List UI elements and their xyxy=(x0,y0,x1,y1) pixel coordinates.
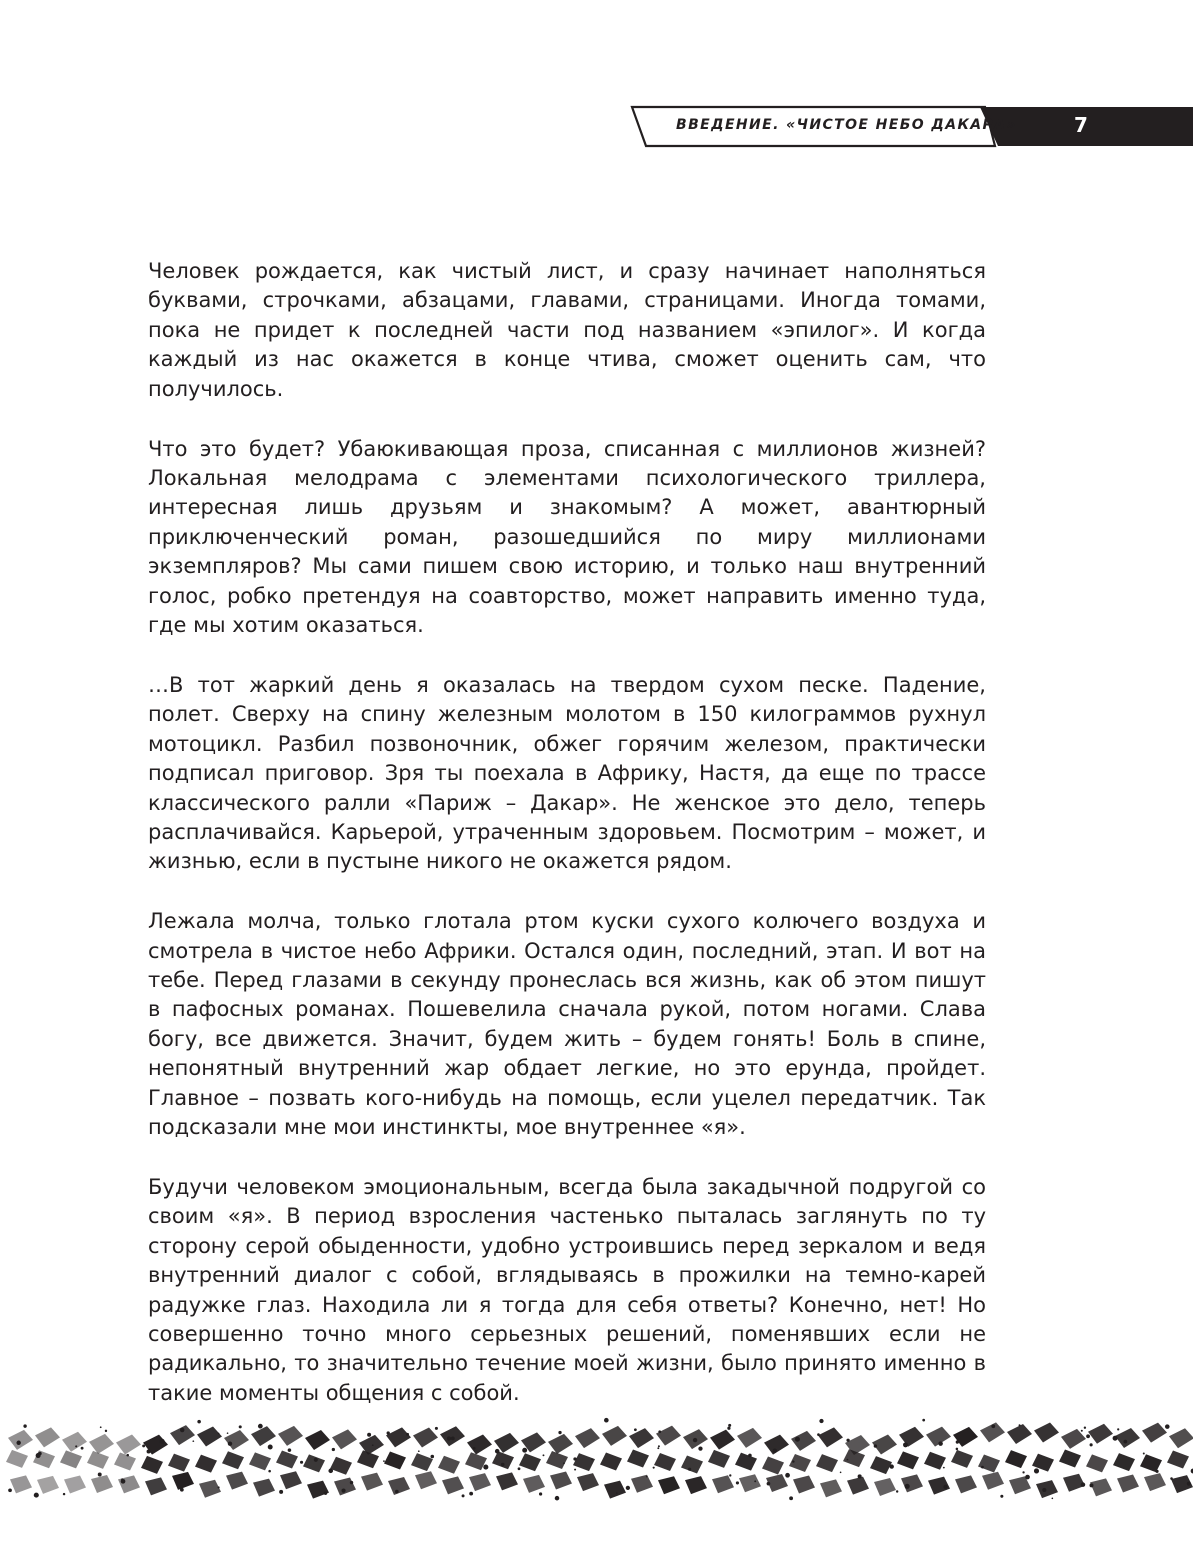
tire-speckle xyxy=(981,1466,984,1469)
tire-speckle xyxy=(383,1460,385,1462)
tire-tread-block xyxy=(519,1453,541,1471)
tire-tread-block xyxy=(280,1471,302,1489)
tire-speckle xyxy=(938,1441,943,1446)
tire-tread-block xyxy=(64,1475,86,1493)
tire-tread-block xyxy=(469,1473,491,1491)
tire-speckle xyxy=(372,1444,374,1446)
tire-speckle xyxy=(616,1492,618,1494)
tire-speckle xyxy=(1170,1477,1173,1480)
tire-speckle xyxy=(279,1490,283,1494)
tire-tread-block xyxy=(386,1427,411,1447)
tire-tread-block xyxy=(37,1476,59,1494)
tire-speckle xyxy=(1081,1430,1083,1432)
tire-speckle xyxy=(573,1457,576,1460)
tire-track-icon xyxy=(0,1405,1193,1515)
tire-speckle xyxy=(324,1491,328,1495)
tire-tread-block xyxy=(818,1427,843,1447)
tire-tread-block xyxy=(361,1473,383,1491)
tire-tread-block xyxy=(1167,1450,1189,1468)
tire-tread-block xyxy=(199,1480,221,1498)
tire-speckle xyxy=(840,1472,842,1474)
tire-speckle xyxy=(563,1462,565,1464)
tire-tread-block xyxy=(195,1455,217,1473)
tire-tread-block xyxy=(388,1477,410,1495)
tire-speckle xyxy=(522,1448,527,1453)
tire-speckle xyxy=(1086,1434,1090,1438)
tire-speckle xyxy=(736,1481,739,1484)
tire-speckle xyxy=(817,1433,820,1436)
tire-speckle xyxy=(75,1445,77,1447)
tire-tread-block xyxy=(442,1476,464,1494)
tire-tread-block xyxy=(114,1453,136,1471)
tire-speckle xyxy=(698,1446,702,1450)
tire-speckle xyxy=(16,1441,20,1445)
tire-speckle xyxy=(469,1492,473,1496)
tire-tread-block xyxy=(1115,1428,1140,1448)
tire-tread-block xyxy=(1142,1423,1167,1443)
tire-speckle xyxy=(63,1493,65,1495)
tire-speckle xyxy=(314,1458,318,1462)
tire-speckle xyxy=(1117,1428,1119,1430)
tire-speckle xyxy=(227,1432,229,1434)
tire-speckle xyxy=(501,1463,505,1467)
tire-speckle xyxy=(693,1438,697,1442)
tire-tread-block xyxy=(656,1426,681,1446)
tire-speckle xyxy=(1034,1468,1039,1473)
tire-speckle xyxy=(688,1468,691,1471)
tire-speckle xyxy=(653,1467,655,1469)
tire-tread-block xyxy=(816,1454,838,1472)
tire-tread-block xyxy=(793,1475,815,1493)
tire-speckle xyxy=(100,1426,102,1428)
tire-tread-block xyxy=(523,1475,545,1493)
tire-speckle xyxy=(147,1449,151,1453)
tire-speckle xyxy=(1000,1495,1003,1498)
tire-tread-block xyxy=(546,1451,568,1469)
tire-speckle xyxy=(795,1437,800,1442)
tire-speckle xyxy=(890,1464,894,1468)
tire-speckle xyxy=(483,1465,488,1470)
tire-speckle xyxy=(1052,1498,1054,1500)
tire-tread-block xyxy=(847,1477,869,1495)
tire-tread-block xyxy=(141,1456,163,1474)
tire-tread-block xyxy=(1113,1453,1135,1471)
tire-speckle xyxy=(819,1419,823,1423)
tire-tread-block xyxy=(415,1471,437,1489)
tire-tread-block xyxy=(278,1426,303,1446)
tire-speckle xyxy=(387,1431,390,1434)
tire-tread-block xyxy=(739,1474,761,1492)
tire-speckle xyxy=(34,1493,39,1498)
tire-speckle xyxy=(922,1419,925,1422)
tire-tread-block xyxy=(87,1451,109,1469)
tire-speckle xyxy=(539,1492,542,1495)
tire-speckle xyxy=(728,1424,731,1427)
tire-speckle xyxy=(180,1428,184,1432)
tire-speckle xyxy=(268,1445,273,1450)
tire-speckle xyxy=(1143,1453,1145,1455)
tire-tread-block xyxy=(955,1475,977,1493)
tire-speckle xyxy=(180,1488,184,1492)
tire-tread-block xyxy=(897,1451,919,1469)
tire-speckle xyxy=(1090,1443,1093,1446)
tire-speckle xyxy=(81,1447,84,1450)
tire-tread-block xyxy=(548,1434,573,1454)
tire-tread-block xyxy=(820,1479,842,1497)
tire-tread-block xyxy=(575,1428,600,1448)
tire-tread-block xyxy=(305,1430,330,1450)
tire-tread-block xyxy=(1007,1424,1032,1444)
tire-tread-block xyxy=(708,1450,730,1468)
tire-tread-block xyxy=(1090,1478,1112,1496)
tire-speckle xyxy=(268,1470,271,1473)
tire-speckle xyxy=(658,1430,661,1433)
tire-tread-block xyxy=(550,1472,572,1490)
tire-speckle xyxy=(943,1485,947,1489)
tire-speckle xyxy=(105,1430,107,1432)
tire-tread-block xyxy=(116,1435,141,1455)
tire-tread-block xyxy=(658,1476,680,1494)
running-title: ВВЕДЕНИЕ. «ЧИСТОЕ НЕБО ДАКАРА» xyxy=(676,117,1017,133)
tire-speckle xyxy=(126,1454,129,1457)
tire-speckle xyxy=(1084,1427,1086,1429)
tire-speckle xyxy=(958,1432,960,1434)
tire-tread-block xyxy=(303,1454,325,1472)
tire-tread-block xyxy=(924,1452,946,1470)
tire-speckle xyxy=(1113,1436,1118,1441)
tire-tread-block xyxy=(6,1450,28,1468)
tire-tread-block xyxy=(789,1454,811,1472)
tire-speckle xyxy=(23,1424,26,1427)
tire-tread-block xyxy=(1086,1454,1108,1472)
tire-speckle xyxy=(447,1436,451,1440)
tire-speckle xyxy=(634,1428,637,1431)
tire-tread-block xyxy=(384,1451,406,1469)
tire-speckle xyxy=(192,1440,194,1442)
tire-tread-block xyxy=(1169,1428,1193,1448)
tire-tread-block xyxy=(357,1450,379,1468)
tire-tread-block xyxy=(710,1430,735,1450)
tire-speckle xyxy=(626,1486,630,1490)
tire-tread-block xyxy=(899,1427,924,1447)
tire-tread-block xyxy=(411,1453,433,1471)
tire-tread-block xyxy=(118,1475,140,1493)
tire-tread-block xyxy=(600,1452,622,1470)
tire-speckle xyxy=(785,1473,790,1478)
tire-speckle xyxy=(903,1442,908,1447)
tire-tread-block xyxy=(681,1456,703,1474)
tire-speckle xyxy=(1187,1482,1191,1486)
tire-speckle xyxy=(591,1458,593,1460)
tire-speckle xyxy=(543,1454,545,1456)
tire-tread-block xyxy=(1063,1474,1085,1492)
tire-tread-block xyxy=(496,1472,518,1490)
tire-tread-block xyxy=(631,1475,653,1493)
paragraph: Лежала молча, только глотала ртом куски сухого колючего воздуха и смотрела в чистое небо Африки. Остался один, последний, этап. И вот на тебе. Перед глазами в секунду пронеслась вся жизнь, как об этом пишут в пафосных романах. Пошевелила сначала рукой, потом ногами. Слава богу, все движется. Значит, будем жить – будем гонять! Боль в спине, непонятный внутренний жар обдает легкие, но это ерунда, пройдет. Главное – позвать кого-нибудь на помощь, если уцелел передатчик. Так подсказали мне мои инстинкты, мое внутреннее «я». xyxy=(148,909,986,1140)
tire-tread-block xyxy=(438,1456,460,1474)
tire-tread-block xyxy=(737,1428,762,1448)
paragraph: Что это будет? Убаюкивающая проза, списанная с миллионов жизней? Локальная мелодрама с элементами психологического триллера, интересная лишь друзьям и знакомым? А может, авантюрный приключенческий роман, разошедшийся по миру миллионами экземпляров? Мы сами пишем свою историю, и только наш внутренний голос, робко претендуя на соавторство, может направить именно туда, где мы хотим оказаться. xyxy=(148,436,986,637)
paragraph: Будучи человеком эмоциональным, всегда была закадычной подругой со своим «я». В период взросления частенько пыталась заглянуть по ту сторону серой обыденности, удобно устроившись перед зеркалом и ведя внутренний диалог с собой, вглядываясь в прожилки на темно-карей радужке глаз. Находила ли я тогда для себя ответы? Конечно, нет! Но совершенно точно много серьезных решений, поменявших если не радикально, то значительно течение моей жизни, было принято именно в такие моменты общения с собой. xyxy=(148,1174,986,1405)
tire-speckle xyxy=(518,1467,521,1470)
tire-speckle xyxy=(792,1460,794,1462)
tire-speckle xyxy=(197,1420,201,1424)
tire-speckle xyxy=(558,1431,561,1434)
tire-speckle xyxy=(858,1474,862,1478)
tire-speckle xyxy=(239,1425,242,1428)
tire-speckle xyxy=(288,1448,292,1452)
tire-tread-block xyxy=(712,1475,734,1493)
tire-tread-block xyxy=(982,1472,1004,1490)
tire-speckle xyxy=(430,1455,434,1459)
tire-tread-block xyxy=(332,1429,357,1449)
tire-tread-block xyxy=(1117,1475,1139,1493)
tire-speckle xyxy=(943,1467,945,1469)
tire-speckle xyxy=(218,1433,220,1435)
tire-tread-block xyxy=(33,1450,55,1468)
tire-speckle xyxy=(300,1461,303,1464)
tire-tread-block xyxy=(168,1454,190,1472)
tire-speckle xyxy=(350,1481,353,1484)
tire-speckle xyxy=(896,1490,898,1492)
tire-speckle xyxy=(956,1440,959,1443)
tire-tread-block xyxy=(91,1475,113,1493)
tire-speckle xyxy=(874,1444,877,1447)
tire-speckle xyxy=(657,1447,659,1449)
tire-speckle xyxy=(1089,1483,1093,1487)
tire-speckle xyxy=(727,1427,730,1430)
tire-tread-block xyxy=(197,1427,222,1447)
tire-speckle xyxy=(905,1484,910,1489)
tire-speckle xyxy=(604,1418,609,1423)
tire-tread-block xyxy=(413,1428,438,1448)
tire-tread-block xyxy=(791,1431,816,1451)
tire-speckle xyxy=(406,1433,409,1436)
tire-speckle xyxy=(473,1447,476,1450)
tire-tread-block xyxy=(60,1450,82,1468)
tire-tread-block xyxy=(145,1477,167,1495)
tire-speckle xyxy=(1019,1424,1021,1426)
tire-speckle xyxy=(160,1439,165,1444)
tire-tread-block xyxy=(629,1428,654,1448)
tire-tread-block xyxy=(276,1450,298,1468)
tire-speckle xyxy=(1081,1482,1085,1486)
tire-tread-block xyxy=(951,1450,973,1468)
tire-tread-block xyxy=(978,1454,1000,1472)
tire-tread-block xyxy=(10,1475,32,1493)
tire-tread-block xyxy=(253,1479,275,1497)
running-header xyxy=(0,0,1193,160)
tire-tread-block xyxy=(1005,1450,1027,1468)
tire-speckle xyxy=(748,1454,752,1458)
tire-speckle xyxy=(847,1459,849,1461)
tire-tread-block xyxy=(627,1450,649,1468)
tire-speckle xyxy=(789,1496,793,1500)
tire-tread-block xyxy=(953,1427,978,1447)
tire-speckle xyxy=(991,1424,995,1428)
tire-tread-block xyxy=(685,1476,707,1494)
tire-tread-block xyxy=(901,1474,923,1492)
tire-tread-block xyxy=(604,1481,626,1499)
body-text xyxy=(148,257,986,1439)
tire-speckle xyxy=(1022,1471,1024,1473)
tire-tread-block xyxy=(1036,1480,1058,1498)
tire-tread-block xyxy=(251,1426,276,1446)
tire-speckle xyxy=(555,1496,560,1501)
tire-speckle xyxy=(218,1486,220,1488)
tire-speckle xyxy=(773,1448,777,1452)
tire-speckle xyxy=(341,1488,345,1492)
tire-tread-block xyxy=(870,1456,892,1474)
tire-tread-block xyxy=(334,1478,356,1496)
paragraph: …В тот жаркий день я оказалась на твердом сухом песке. Падение, полет. Сверху на спину железным молотом в 150 килограммов рухнул мотоцикл. Разбил позвоночник, обжег горячим железом, практически подписал приговор. Зря ты поехала в Африку, Настя, да еще по трассе классического ралли «Париж – Дакар». Не женское это дело, теперь расплачивайся. Карьерой, утраченным здоровьем. Посмотрим – может, и жизнью, если в пустыне никого не окажется рядом. xyxy=(148,672,986,874)
tire-speckle xyxy=(98,1473,102,1477)
tire-tread-block xyxy=(654,1453,676,1471)
tire-tread-block xyxy=(602,1426,627,1446)
tire-tread-block xyxy=(762,1456,784,1474)
tire-tread-block xyxy=(35,1427,60,1447)
tire-speckle xyxy=(729,1474,731,1476)
paragraph: Человек рождается, как чистый лист, и сразу начинает наполняться буквами, строчками, абзацами, главами, страницами. Иногда томами, пока не придет к последней части под названием «эпилог». И когда каждый из нас окажется в конце чтива, сможет оценить сам, что получилось. xyxy=(148,259,986,401)
tire-speckle xyxy=(38,1452,42,1456)
tire-speckle xyxy=(332,1448,335,1451)
tire-speckle xyxy=(1042,1488,1046,1492)
tire-tread-block xyxy=(226,1472,248,1490)
tire-speckle xyxy=(1025,1475,1030,1480)
tire-speckle xyxy=(451,1436,455,1440)
tire-speckle xyxy=(367,1433,371,1437)
tire-speckle xyxy=(1155,1470,1158,1473)
tire-speckle xyxy=(462,1494,465,1497)
tire-speckle xyxy=(1123,1440,1127,1444)
tire-tread-block xyxy=(573,1453,595,1471)
tire-tread-block xyxy=(89,1434,114,1454)
tire-speckle xyxy=(956,1448,959,1451)
tire-speckle xyxy=(646,1476,648,1478)
tire-tread-block xyxy=(330,1457,352,1475)
tire-speckle xyxy=(754,1480,756,1482)
tire-tread-block xyxy=(874,1478,896,1496)
tire-speckle xyxy=(121,1479,126,1484)
tire-tread-block xyxy=(492,1451,514,1469)
tire-speckle xyxy=(495,1449,500,1454)
tire-tread-block xyxy=(1061,1429,1086,1449)
page-number: 7 xyxy=(1074,113,1088,137)
tire-speckle xyxy=(1165,1424,1170,1429)
tire-tread-block xyxy=(307,1481,329,1499)
tire-speckle xyxy=(228,1441,232,1445)
tire-tread-block xyxy=(1144,1473,1166,1491)
tire-speckle xyxy=(574,1469,576,1471)
tire-speckle xyxy=(142,1444,145,1447)
tire-tread-block xyxy=(222,1451,244,1469)
tire-tread-block xyxy=(1059,1449,1081,1467)
tire-tread-block xyxy=(1088,1424,1113,1444)
tire-tread-block xyxy=(577,1473,599,1491)
tire-tread-block xyxy=(249,1452,271,1470)
tire-tread-block xyxy=(1140,1454,1162,1472)
tire-speckle xyxy=(395,1490,399,1494)
tire-tread-block xyxy=(843,1449,865,1467)
tire-speckle xyxy=(767,1482,771,1486)
tire-speckle xyxy=(8,1488,12,1492)
tire-tread-block xyxy=(440,1426,465,1446)
tire-speckle xyxy=(846,1439,849,1442)
tire-tread-block xyxy=(467,1434,492,1454)
tire-tread-block xyxy=(735,1453,757,1471)
tire-speckle xyxy=(258,1424,263,1429)
tire-tread-block xyxy=(172,1472,194,1490)
header-band xyxy=(0,0,1193,160)
tire-speckle xyxy=(435,1427,438,1430)
tire-tread-block xyxy=(8,1430,33,1450)
tire-tread-block xyxy=(1034,1423,1059,1443)
tire-speckle xyxy=(418,1450,420,1452)
tire-speckle xyxy=(658,1445,660,1447)
